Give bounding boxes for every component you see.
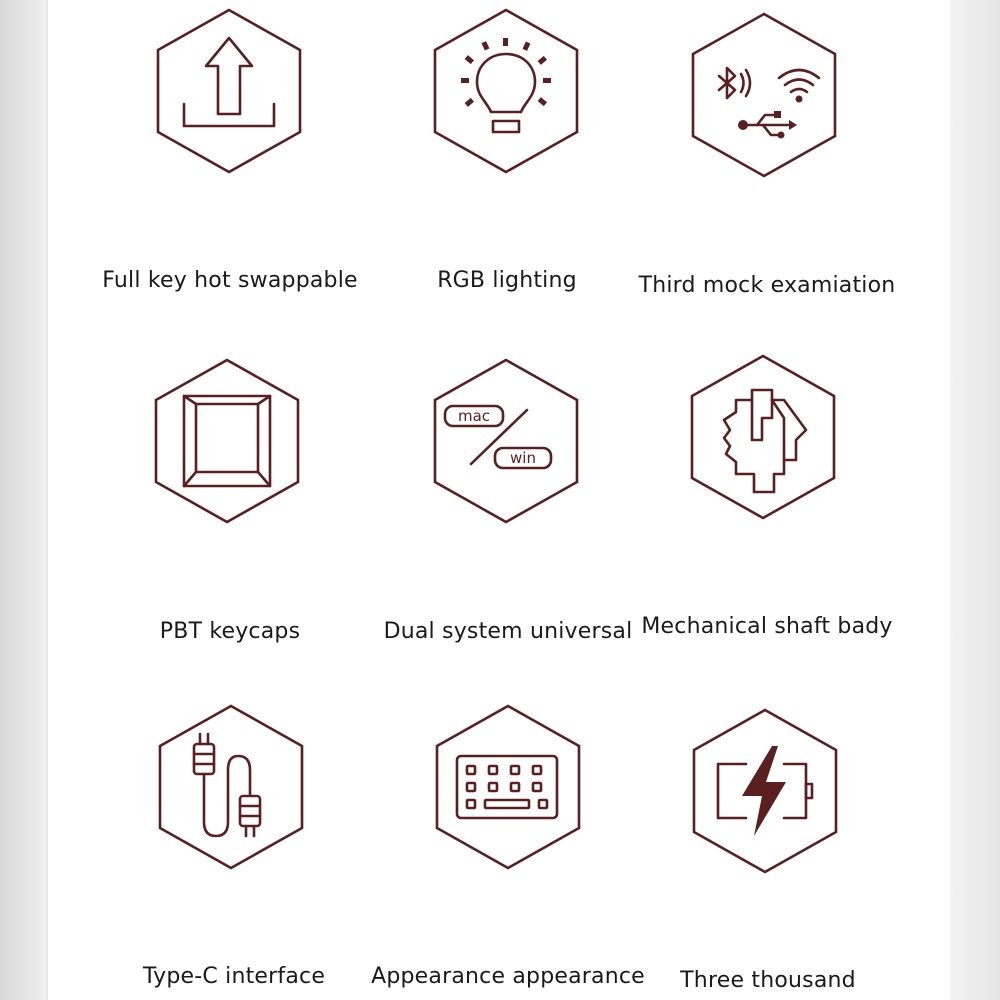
feature-label-rgb: RGB lighting [437, 268, 577, 293]
feature-label-dual-system: Dual system universal [383, 619, 633, 644]
battery-bolt-icon [690, 708, 840, 874]
lightbulb-icon [431, 8, 581, 174]
page-edge [950, 0, 1000, 1000]
win-text: win [510, 449, 536, 467]
feature-label-mech-shaft: Mechanical shaft bady [641, 614, 893, 639]
feature-label-third-mode: Third mock examiation [638, 273, 896, 298]
wireless-modes-icon [689, 12, 839, 178]
feature-label-type-c: Type-C interface [142, 964, 326, 989]
cable-icon [156, 704, 306, 870]
feature-label-hot-swap: Full key hot swappable [102, 268, 358, 293]
upload-arrow-icon [154, 8, 304, 174]
switch-stem-icon [688, 354, 838, 520]
mac-text: mac [457, 407, 491, 425]
keycap-icon [152, 358, 302, 524]
feature-label-appearance: Appearance appearance [371, 964, 645, 989]
keyboard-icon [433, 704, 583, 870]
feature-label-pbt: PBT keycaps [159, 619, 301, 644]
feature-label-battery: Three thousand [680, 968, 856, 993]
mac-win-icon [431, 358, 581, 524]
